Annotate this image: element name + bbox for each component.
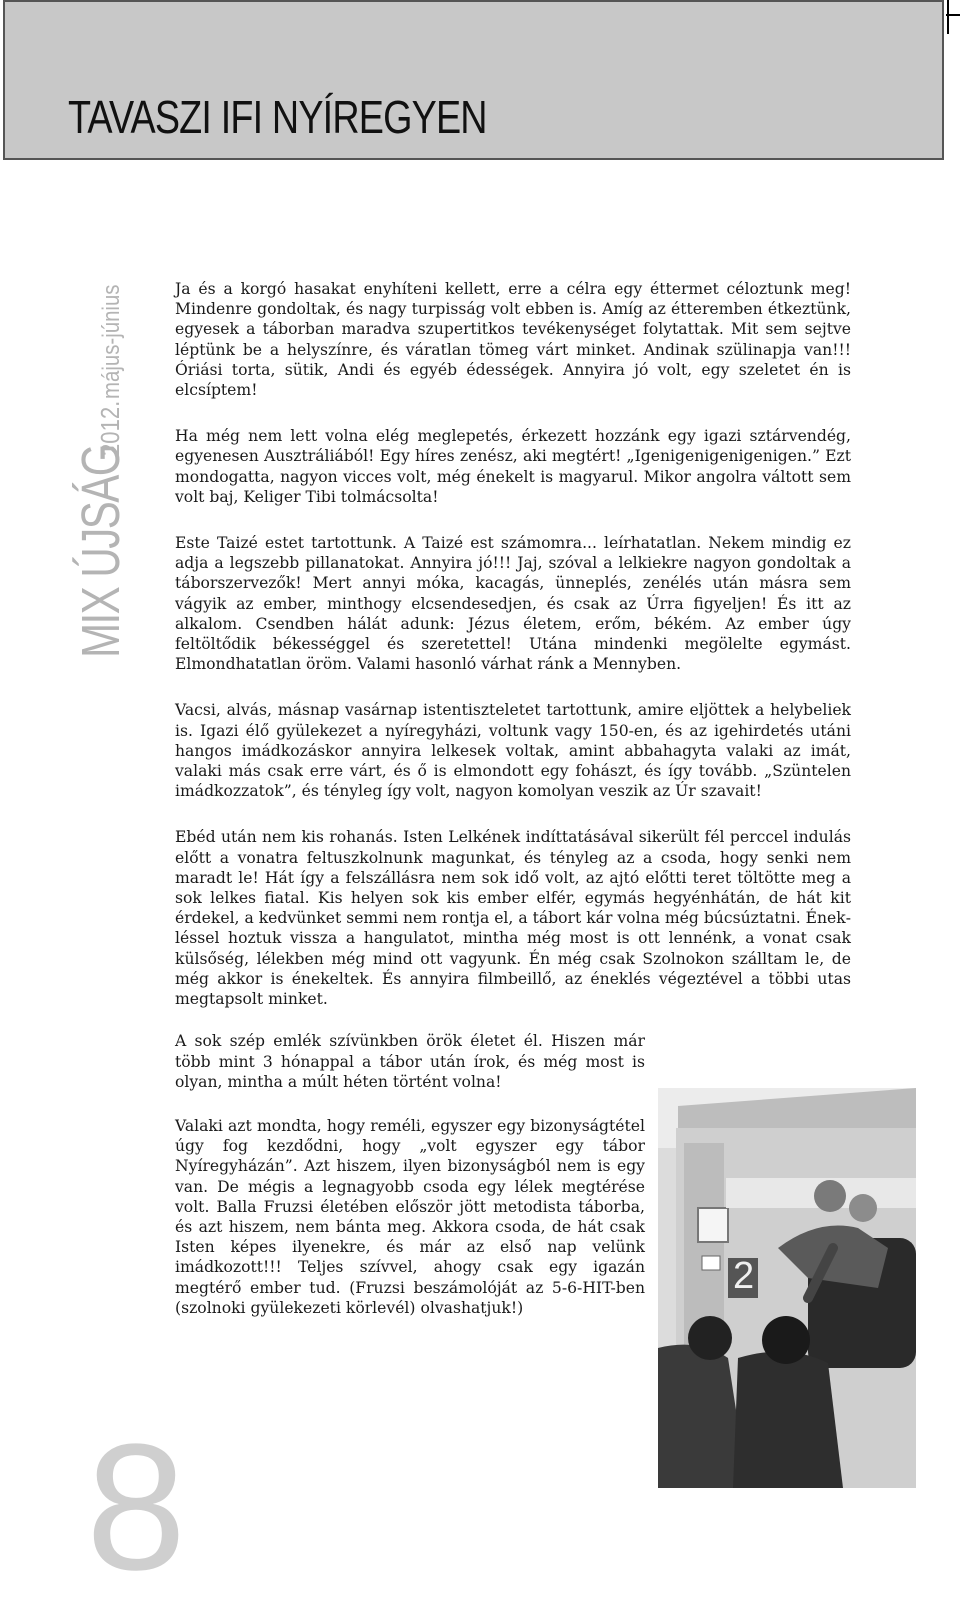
paragraph-6: A sok szép emlék szívünkben örök életet él. Hiszen már több mint 3 hónappal a tábor után írok, és még most is olyan, mintha a múlt héten történt volna! [175, 1032, 645, 1091]
paragraph-4: Vacsi, alvás, másnap vasárnap istentiszteletet tartottunk, amire eljöttek a helybeliek is. Igazi élő gyülekezet a nyíregyházi, voltunk vagy 150-en, és az igehirdetés utáni hangos imádkozáskor annyira lelkesek voltak, amint abbahagyta valaki az imát, valaki más csak erre várt, és ő is elmondott egy fohászt, és így tovább. „Szüntelen imádkozzatok”, és tényleg így volt, nagyon komolyan veszik az Úr szavait! [175, 701, 851, 801]
paragraph-1: Ja és a korgó hasakat enyhíteni kellett, erre a célra egy éttermet céloztunk meg! Mindenre gondoltak, és nagy turpisság volt ebben is. Amíg az étteremben étkeztünk, egyesek a táborban maradva szupertitkos tevékenységet folytattak. Mit sem sejtve léptünk be a helyszínre, és váratlan tömeg várt minket. Andinak szülinapja van!!! Óriási torta, sütik, Andi és egyéb édességek. Annyira jó volt, egy szeletet én is elcsíptem! [175, 280, 851, 400]
publication-year: 2012. [95, 401, 125, 457]
paragraph-5: Ebéd után nem kis rohanás. Isten Lelkének indíttatásával sikerült fél perccel indulás előtt a vonatra feltuszkolnunk magunkat, és tényleg az a csoda, hogy senki nem maradt le! Hát így a felszállásra nem sok idő volt, az ajtó előtti teret töltötte meg a sok lelkes fiatal. Kis helyen sok kis ember elfér, egymás hegyénhátán, de hát kit érdekel, a kedvünket semmi nem rontja el, a tábort kár volna még búcsúztatni. Énekléssel hoztuk vissza a hangulatot, mintha még most is ott lennénk, a vonat csak külsőség, lélekben még mind ott vagyunk. Én még csak Szolnokon szálltam le, de még akkor is énekeltek. És annyira filmbeillő, az éneklés végeztével a többi utas megtapsolt minket. [175, 828, 851, 1009]
page-number: 8 [86, 1407, 187, 1608]
paragraph-2: Ha még nem lett volna elég meglepetés, érkezett hozzánk egy igazi sztárvendég, egyenesen Ausztráliából! Egy híres zenész, aki megtért! „Igenigenigenigenigen.” Ezt mondogatta, nagyon vicces volt, még énekelt is magyarul. Mikor angolra váltott sem volt baj, Keliger Tibi tolmácsolta! [175, 427, 851, 506]
crop-mark-top-right-h [946, 14, 960, 16]
publication-name: MIX ÚJSÁG [71, 445, 131, 658]
crop-mark-top-right-v [947, 0, 949, 34]
paragraph-3: Este Taizé estet tartottunk. A Taizé est számomra... leírhatatlan. Nekem mindig ez adja a legszebb pillanatokat. Annyira jó!!! Jaj, szóval a lelkiekre nagyon gondoltak a táborszervezők! Mert annyi móka, kacagás, ünneplés, zenélés után másra sem vágyik az ember, minthogy elcsendesedjen, és csak az Úrra figyeljen! És itt az alkalom. Csendben hálát adunk: Jézus életem, erőm, békém. Az ember úgy feltöltődik békességgel és szeretettel! Utána mindenki megölelte egymást. Elmondhatatlan öröm. Valami hasonló várhat ránk a Mennyben. [175, 534, 851, 674]
train-window-photo [658, 1088, 916, 1488]
side-publication-label [70, 264, 132, 658]
page-title: TAVASZI IFI NYÍREGYEN [68, 91, 487, 143]
car-number-label: 2 [733, 1255, 755, 1297]
paragraph-7: Valaki azt mondta, hogy reméli, egyszer egy bizonyságtétel úgy fog kezdődni, hogy „volt egyszer egy tábor Nyíregyházán”. Azt hiszem, ilyen bizonyságból nem is egy van. De mégis a legnagyobb csoda egy lélek megtérése volt. Balla Fruzsi életében először jött metodista táborba, és azt hiszem, nem bánta meg. Akkora csoda, de hát csak Isten képes ilyenekre, és már az első nap velünk imádkozott!!! Teljes szívvel, ahogy csak egy igazán megtérő ember tud. (Fruzsi beszámolóját az 5-6-HIT-ben (szolnoki gyülekezeti körlevél) olvashatjuk!) [175, 1116, 645, 1317]
publication-months: május-június [98, 284, 125, 399]
